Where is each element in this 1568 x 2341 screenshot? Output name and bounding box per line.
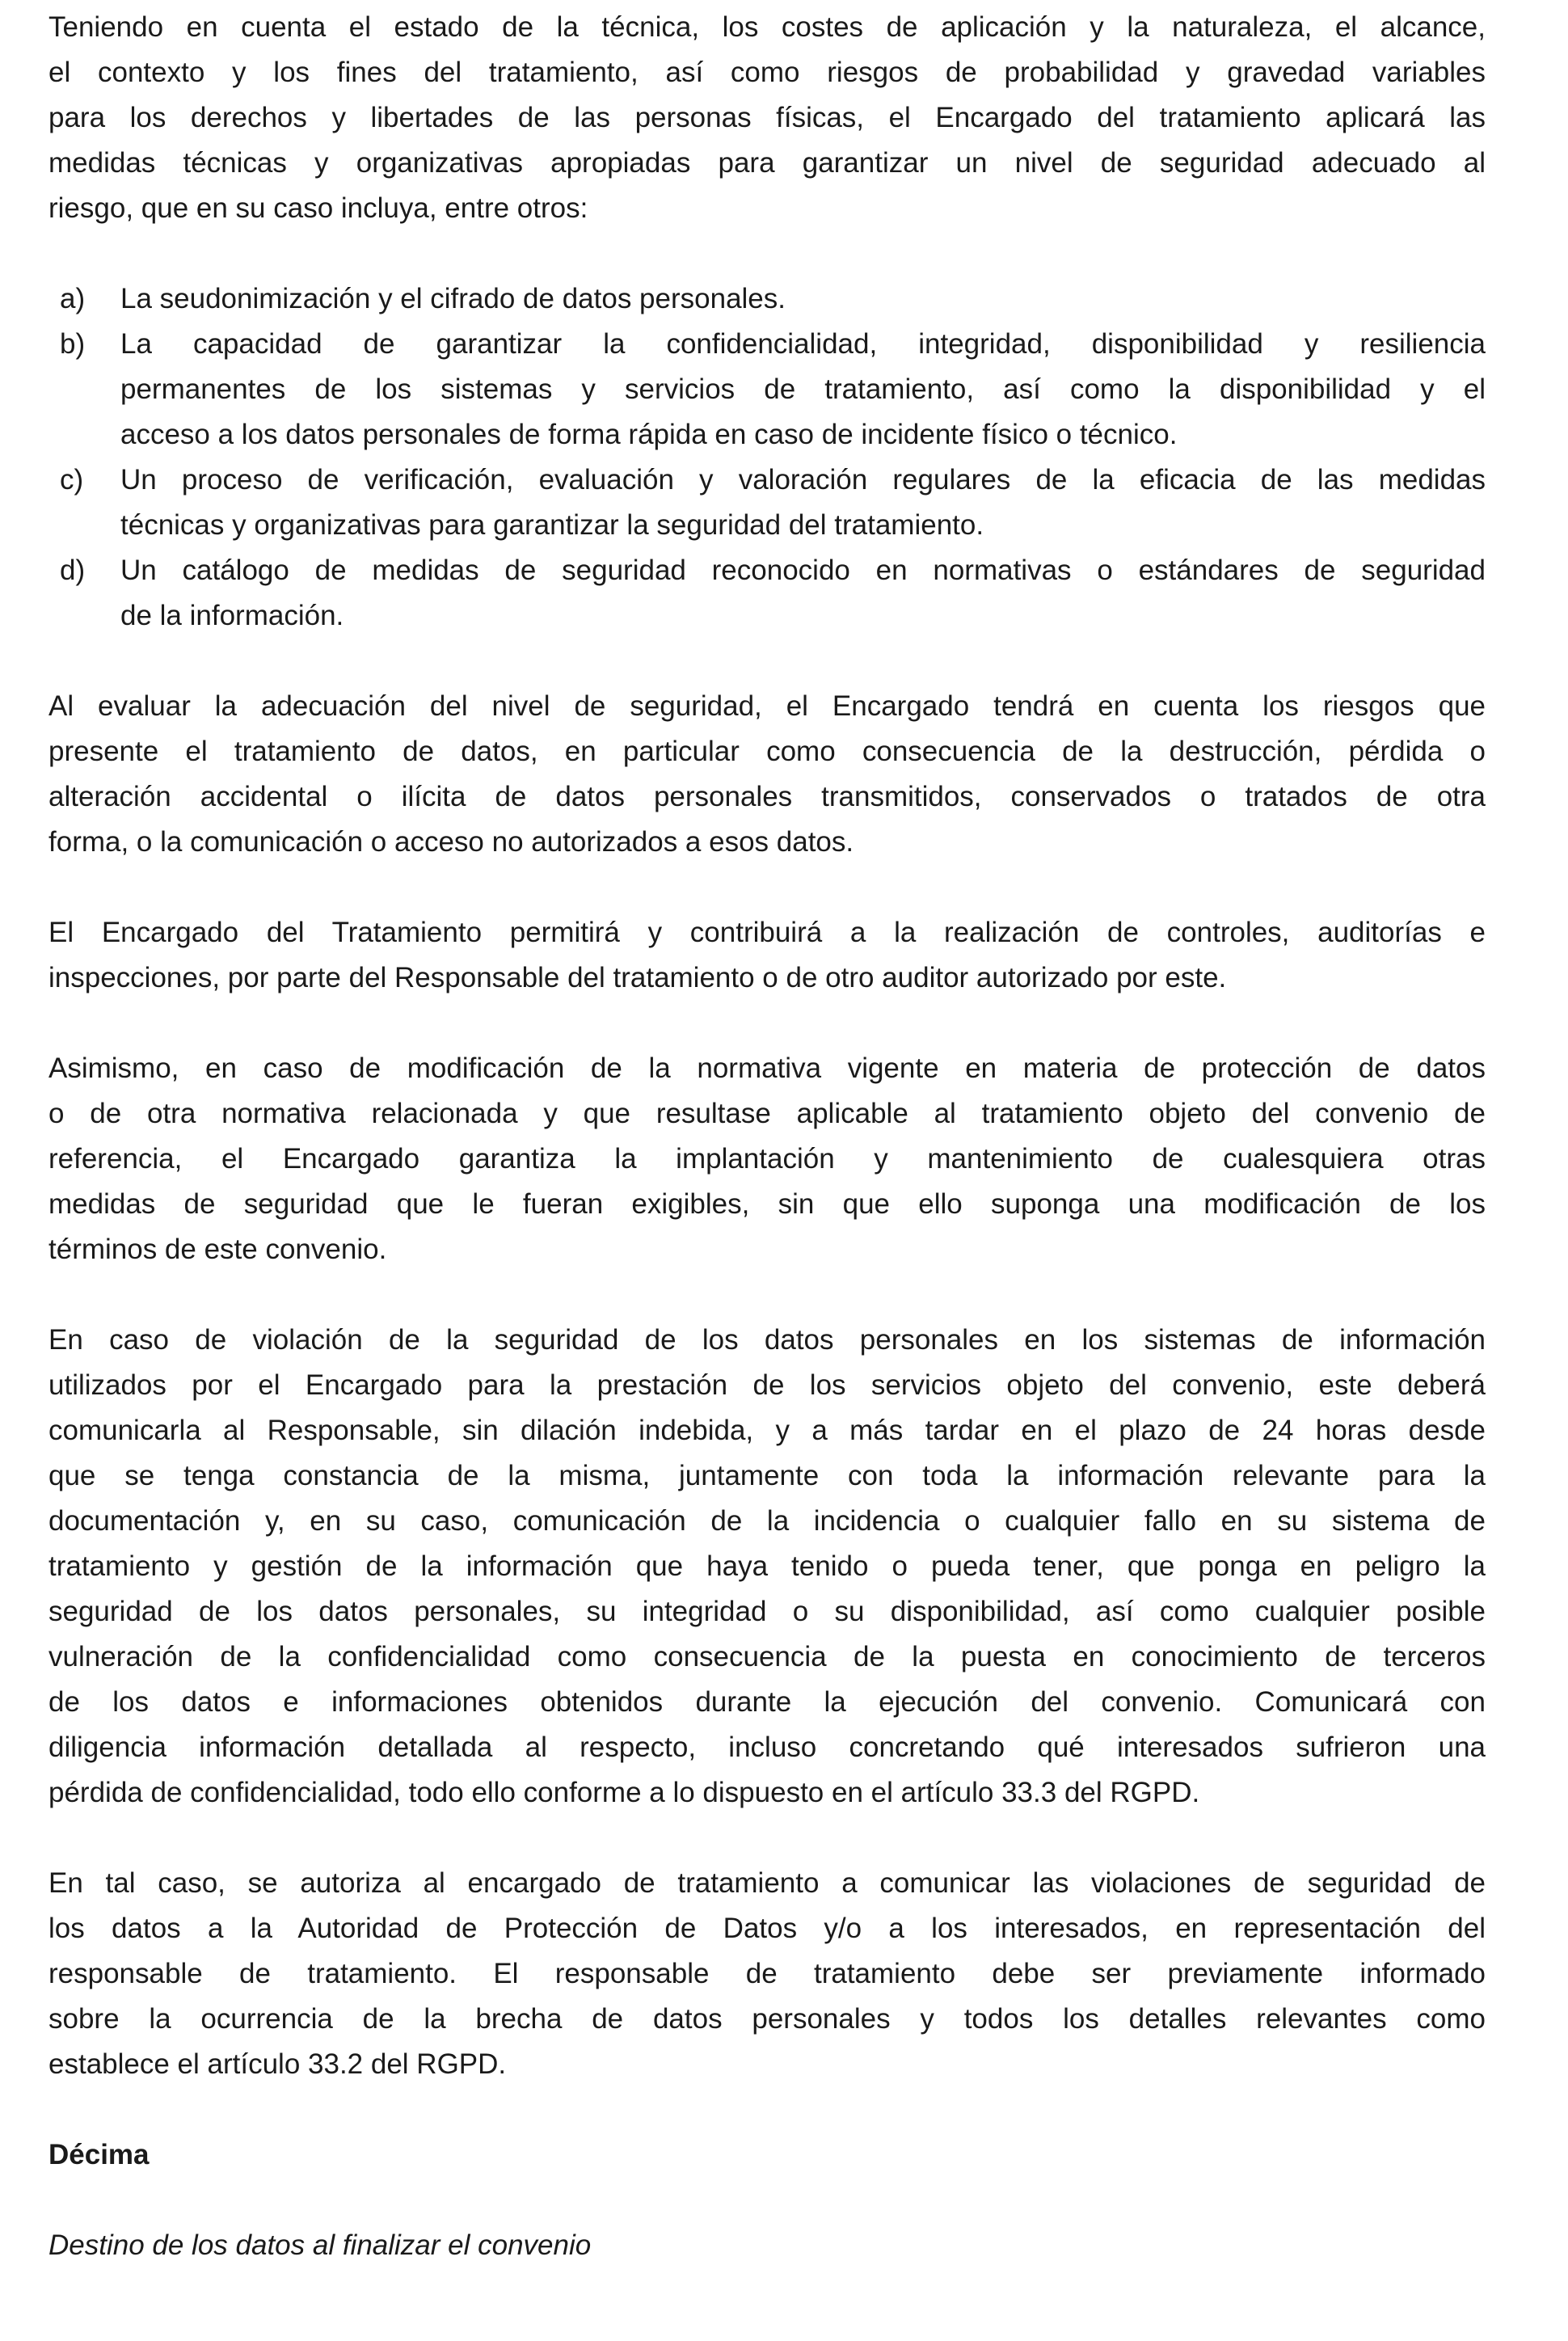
paragraph <box>48 684 1486 865</box>
list-item-line: Un proceso de verificación, evaluación y valoración regulares de la eficacia de las medidas <box>120 464 1486 496</box>
list-marker: b) <box>60 328 86 360</box>
blank-line <box>48 865 1486 910</box>
text-line: utilizados por el Encargado para la prestación de los servicios objeto del convenio, este deberá <box>48 1369 1486 1401</box>
text-line: establece el artículo 33.2 del RGPD. <box>48 2048 507 2080</box>
list-item <box>48 322 1486 458</box>
text-line: el contexto y los fines del tratamiento, así como riesgos de probabilidad y gravedad variables <box>48 57 1486 88</box>
text-line: Asimismo, en caso de modificación de la normativa vigente en materia de protección de datos <box>48 1052 1486 1084</box>
list-marker: d) <box>60 555 86 586</box>
list-item-line: Un catálogo de medidas de seguridad reconocido en normativas o estándares de seguridad <box>120 555 1486 586</box>
text-line: inspecciones, por parte del Responsable del tratamiento o de otro auditor autorizado por este. <box>48 962 1227 993</box>
paragraph <box>48 5 1486 231</box>
text-line: sobre la ocurrencia de la brecha de datos personales y todos los detalles relevantes como <box>48 2003 1486 2035</box>
text-line: comunicarla al Responsable, sin dilación indebida, y a más tardar en el plazo de 24 horas desde <box>48 1415 1486 1446</box>
text-line: documentación y, en su caso, comunicación de la incidencia o cualquier fallo en su sistema de <box>48 1505 1486 1537</box>
text-line: medidas de seguridad que le fueran exigibles, sin que ello suponga una modificación de los <box>48 1188 1486 1220</box>
list-item-line: de la información. <box>120 600 344 631</box>
text-line: pérdida de confidencialidad, todo ello conforme a lo dispuesto en el artículo 33.3 del RGPD. <box>48 1777 1200 1808</box>
blank-line <box>48 2178 1486 2223</box>
text-line: Teniendo en cuenta el estado de la técnica, los costes de aplicación y la naturaleza, el alcance, <box>48 11 1486 43</box>
text-line: o de otra normativa relacionada y que resultase aplicable al tratamiento objeto del convenio de <box>48 1098 1486 1129</box>
text-line: Destino de los datos al finalizar el convenio <box>48 2229 592 2261</box>
section-heading <box>48 2132 1486 2178</box>
text-line: vulneración de la confidencialidad como consecuencia de la puesta en conocimiento de terceros <box>48 1641 1486 1672</box>
list-item-line: La capacidad de garantizar la confidencialidad, integridad, disponibilidad y resiliencia <box>120 328 1486 360</box>
text-line: para los derechos y libertades de las personas físicas, el Encargado del tratamiento aplicará las <box>48 102 1486 133</box>
blank-line <box>48 1001 1486 1046</box>
text-line: En tal caso, se autoriza al encargado de tratamiento a comunicar las violaciones de seguridad de <box>48 1867 1486 1899</box>
text-line: responsable de tratamiento. El responsable de tratamiento debe ser previamente informado <box>48 1958 1486 1989</box>
blank-line <box>48 231 1486 276</box>
list-item <box>48 548 1486 639</box>
list-item <box>48 458 1486 548</box>
text-line: En caso de violación de la seguridad de los datos personales en los sistemas de información <box>48 1324 1486 1356</box>
text-line: los datos a la Autoridad de Protección de Datos y/o a los interesados, en representación del <box>48 1913 1486 1944</box>
list-item-line: técnicas y organizativas para garantizar la seguridad del tratamiento. <box>120 509 984 541</box>
text-line: presente el tratamiento de datos, en particular como consecuencia de la destrucción, pérdida o <box>48 736 1486 767</box>
list-item <box>48 276 1486 322</box>
security-measures-list <box>48 276 1486 639</box>
paragraph <box>48 1861 1486 2087</box>
text-line: términos de este convenio. <box>48 1234 387 1265</box>
text-line: de los datos e informaciones obtenidos durante la ejecución del convenio. Comunicará con <box>48 1686 1486 1718</box>
section-subtitle <box>48 2223 1486 2268</box>
list-item-line: acceso a los datos personales de forma rápida en caso de incidente físico o técnico. <box>120 419 1178 450</box>
text-line: seguridad de los datos personales, su integridad o su disponibilidad, así como cualquier posible <box>48 1596 1486 1627</box>
text-line: diligencia información detallada al respecto, incluso concretando qué interesados sufrieron una <box>48 1731 1486 1763</box>
text-line: medidas técnicas y organizativas apropiadas para garantizar un nivel de seguridad adecuado al <box>48 147 1486 179</box>
list-item-line: permanentes de los sistemas y servicios de tratamiento, así como la disponibilidad y el <box>120 373 1486 405</box>
blank-line <box>48 1816 1486 1861</box>
document-page <box>48 5 1486 2268</box>
paragraph <box>48 910 1486 1001</box>
text-line: referencia, el Encargado garantiza la implantación y mantenimiento de cualesquiera otras <box>48 1143 1486 1175</box>
blank-line <box>48 639 1486 684</box>
paragraph <box>48 1318 1486 1816</box>
text-line: alteración accidental o ilícita de datos personales transmitidos, conservados o tratados de otra <box>48 781 1486 812</box>
blank-line <box>48 2087 1486 2132</box>
text-line: que se tenga constancia de la misma, juntamente con toda la información relevante para la <box>48 1460 1486 1491</box>
blank-line <box>48 1272 1486 1318</box>
text-line: El Encargado del Tratamiento permitirá y contribuirá a la realización de controles, auditorías e <box>48 917 1486 948</box>
text-line: tratamiento y gestión de la información que haya tenido o pueda tener, que ponga en peligro la <box>48 1550 1486 1582</box>
list-marker: a) <box>60 283 86 314</box>
paragraph <box>48 1046 1486 1272</box>
text-line: Al evaluar la adecuación del nivel de seguridad, el Encargado tendrá en cuenta los riesgos que <box>48 690 1486 722</box>
list-marker: c) <box>60 464 84 496</box>
list-item-line: La seudonimización y el cifrado de datos personales. <box>120 283 786 314</box>
text-line: Décima <box>48 2139 150 2170</box>
text-line: riesgo, que en su caso incluya, entre otros: <box>48 192 588 224</box>
text-line: forma, o la comunicación o acceso no autorizados a esos datos. <box>48 826 854 858</box>
